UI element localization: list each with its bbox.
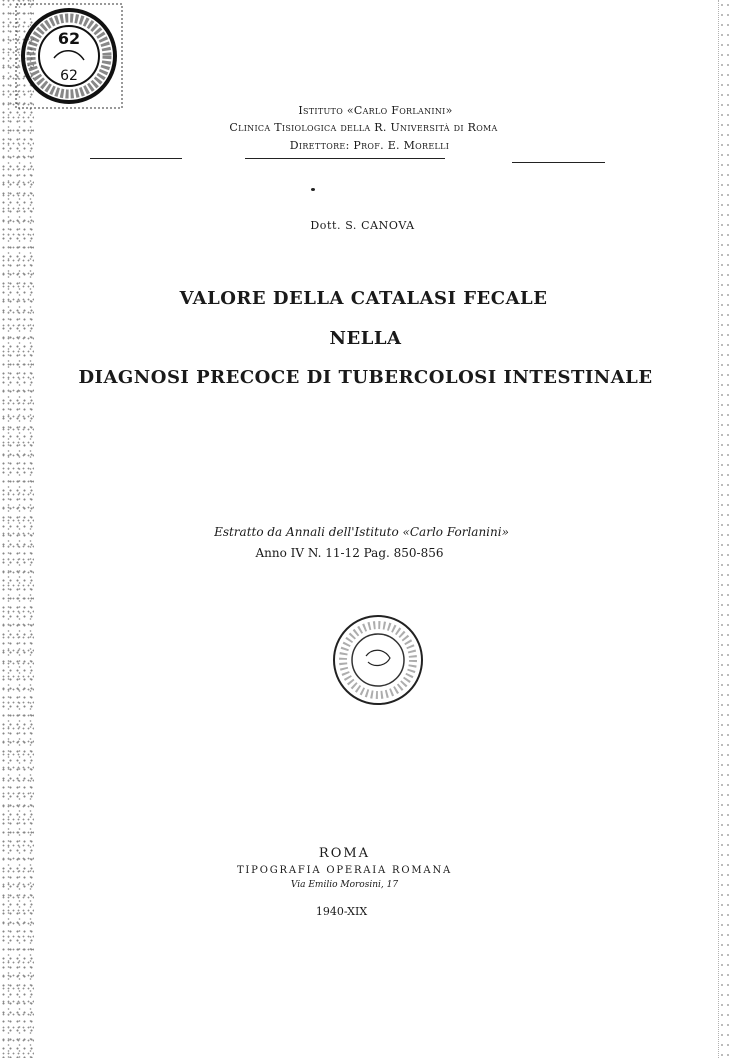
header-rule-center bbox=[245, 158, 445, 159]
library-stamp-middle bbox=[328, 610, 428, 710]
extract-volume: Anno IV N. 11-12 Pag. 850-856 bbox=[255, 546, 444, 560]
title-line-2: NELLA bbox=[329, 328, 402, 349]
title-line-3: DIAGNOSI PRECOCE DI TUBERCOLOSI INTESTINALE bbox=[78, 367, 653, 388]
title-line-1: VALORE DELLA CATALASI FECALE bbox=[179, 288, 548, 309]
imprint-city: ROMA bbox=[318, 846, 371, 861]
stamp-handwritten-number: 62 bbox=[57, 29, 81, 48]
imprint-address: Via Emilio Morosini, 17 bbox=[290, 880, 399, 890]
imprint-year: 1940-XIX bbox=[315, 905, 368, 918]
header-rule-right bbox=[512, 162, 605, 163]
ornament-dot bbox=[311, 188, 315, 191]
extract-source bbox=[0, 525, 727, 539]
library-stamp-top bbox=[14, 2, 124, 112]
imprint-printer: TIPOGRAFIA OPERAIA ROMANA bbox=[236, 865, 453, 876]
author-name: Dott. S. CANOVA bbox=[310, 219, 415, 232]
director-name: Direttore: Prof. E. Morelli bbox=[289, 139, 450, 152]
institute-name: Istituto «Carlo Forlanini» bbox=[298, 104, 453, 117]
extract-source-text: Estratto da Annali dell'Istituto «Carlo Forlanini» bbox=[214, 525, 509, 539]
svg-text:62: 62 bbox=[60, 68, 78, 84]
header-rule-left bbox=[90, 158, 182, 159]
clinic-name: Clinica Tisiologica della R. Università di Roma bbox=[229, 121, 498, 134]
